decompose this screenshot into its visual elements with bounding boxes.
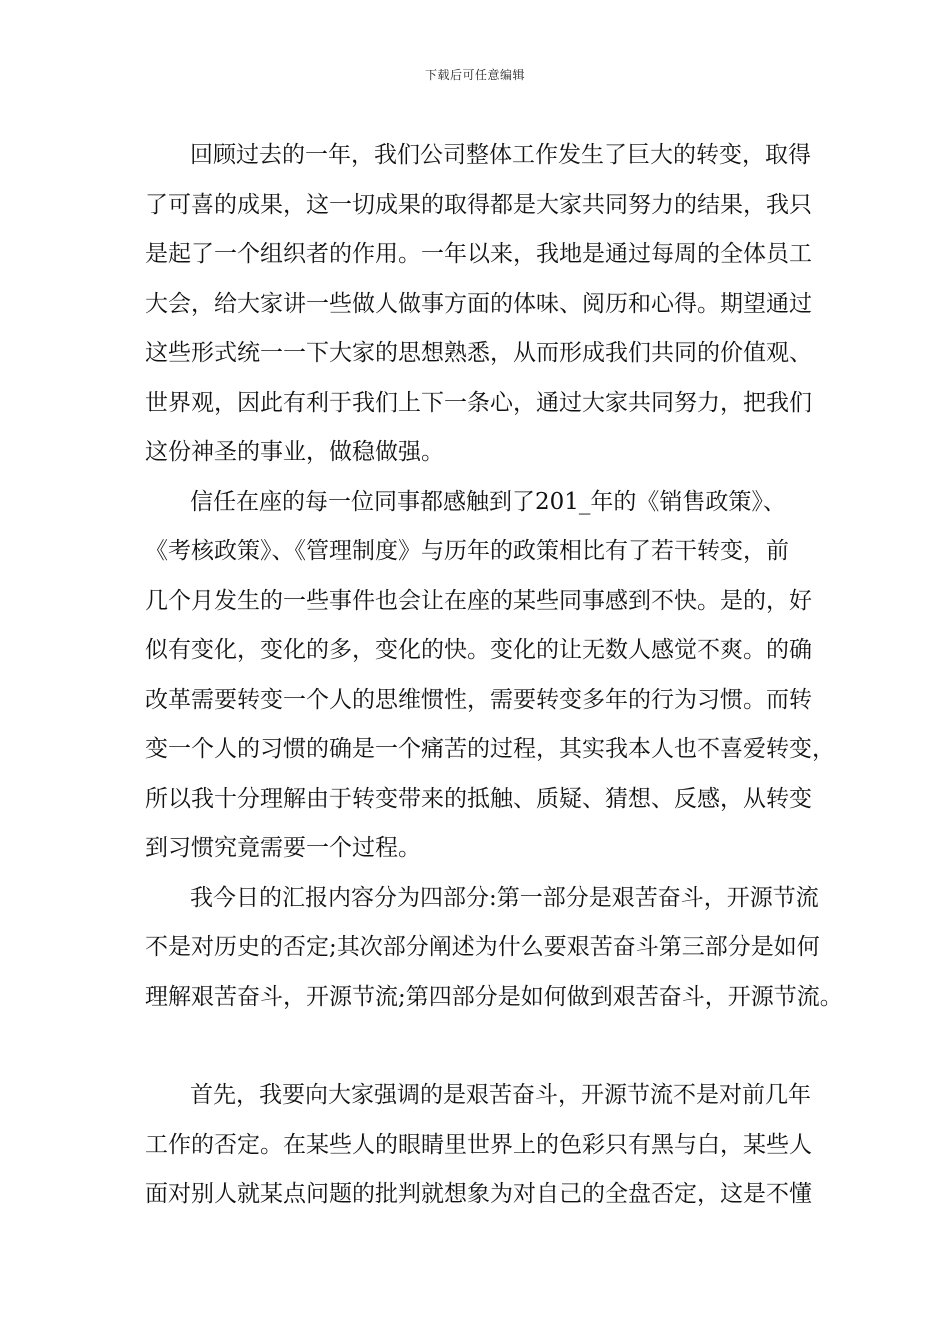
page-header: 下载后可任意编辑: [424, 68, 525, 82]
paragraph-line: 所以我十分理解由于转变带来的抵触、质疑、猜想、反感，从转变: [145, 785, 812, 812]
document-body: [145, 131, 843, 1220]
paragraph-line: 几个月发生的一些事件也会让在座的某些同事感到不快。是的，好: [145, 587, 812, 614]
paragraph-line: 《考核政策》、《管理制度》与历年的政策相比有了若干转变，前: [145, 538, 789, 564]
paragraph-line: 改革需要转变一个人的思维惯性，需要转变多年的行为习惯。而转: [145, 686, 812, 713]
paragraph-line: 世界观，因此有利于我们上下一条心，通过大家共同努力，把我们: [145, 389, 812, 416]
paragraph-line: 工作的否定。在某些人的眼睛里世界上的色彩只有黑与白，某些人: [145, 1131, 812, 1158]
paragraph-2: [145, 478, 835, 874]
paragraph-spacer: [145, 1022, 807, 1071]
paragraph-line: 信任在座的每一位同事都感触到了201_年的《销售政策》、: [190, 488, 786, 515]
paragraph-line: 了可喜的成果，这一切成果的取得都是大家共同努力的结果，我只: [145, 191, 812, 218]
paragraph-line: 似有变化，变化的多，变化的快。变化的让无数人感觉不爽。的确: [145, 637, 812, 663]
paragraph-line: 大会，给大家讲一些做人做事方面的体味、阅历和心得。期望通过: [145, 290, 812, 317]
paragraph-1: [145, 131, 812, 478]
paragraph-line: 这些形式统一一下大家的思想熟悉，从而形成我们共同的价值观、: [145, 340, 812, 366]
paragraph-line: 我今日的汇报内容分为四部分:第一部分是艰苦奋斗，开源节流: [190, 884, 819, 911]
paragraph-line: 这份神圣的事业，做稳做强。: [145, 439, 444, 465]
paragraph-line: 首先，我要向大家强调的是艰苦奋斗，开源节流不是对前几年: [190, 1082, 811, 1108]
paragraph-3: [145, 874, 843, 1023]
paragraph-line: 变一个人的习惯的确是一个痛苦的过程，其实我本人也不喜爱转变，: [145, 736, 835, 762]
paragraph-4: [145, 1071, 812, 1220]
paragraph-line: 理解艰苦奋斗，开源节流;第四部分是如何做到艰苦奋斗，开源节流。: [145, 983, 843, 1010]
paragraph-line: 面对别人就某点问题的批判就想象为对自己的全盘否定，这是不懂: [145, 1181, 812, 1207]
paragraph-line: 不是对历史的否定;其次部分阐述为什么要艰苦奋斗第三部分是如何: [145, 934, 820, 960]
paragraph-line: 是起了一个组织者的作用。一年以来，我地是通过每周的全体员工: [145, 241, 812, 267]
paragraph-line: 到习惯究竟需要一个过程。: [145, 835, 421, 861]
paragraph-line: 回顾过去的一年，我们公司整体工作发生了巨大的转变，取得: [190, 142, 811, 168]
